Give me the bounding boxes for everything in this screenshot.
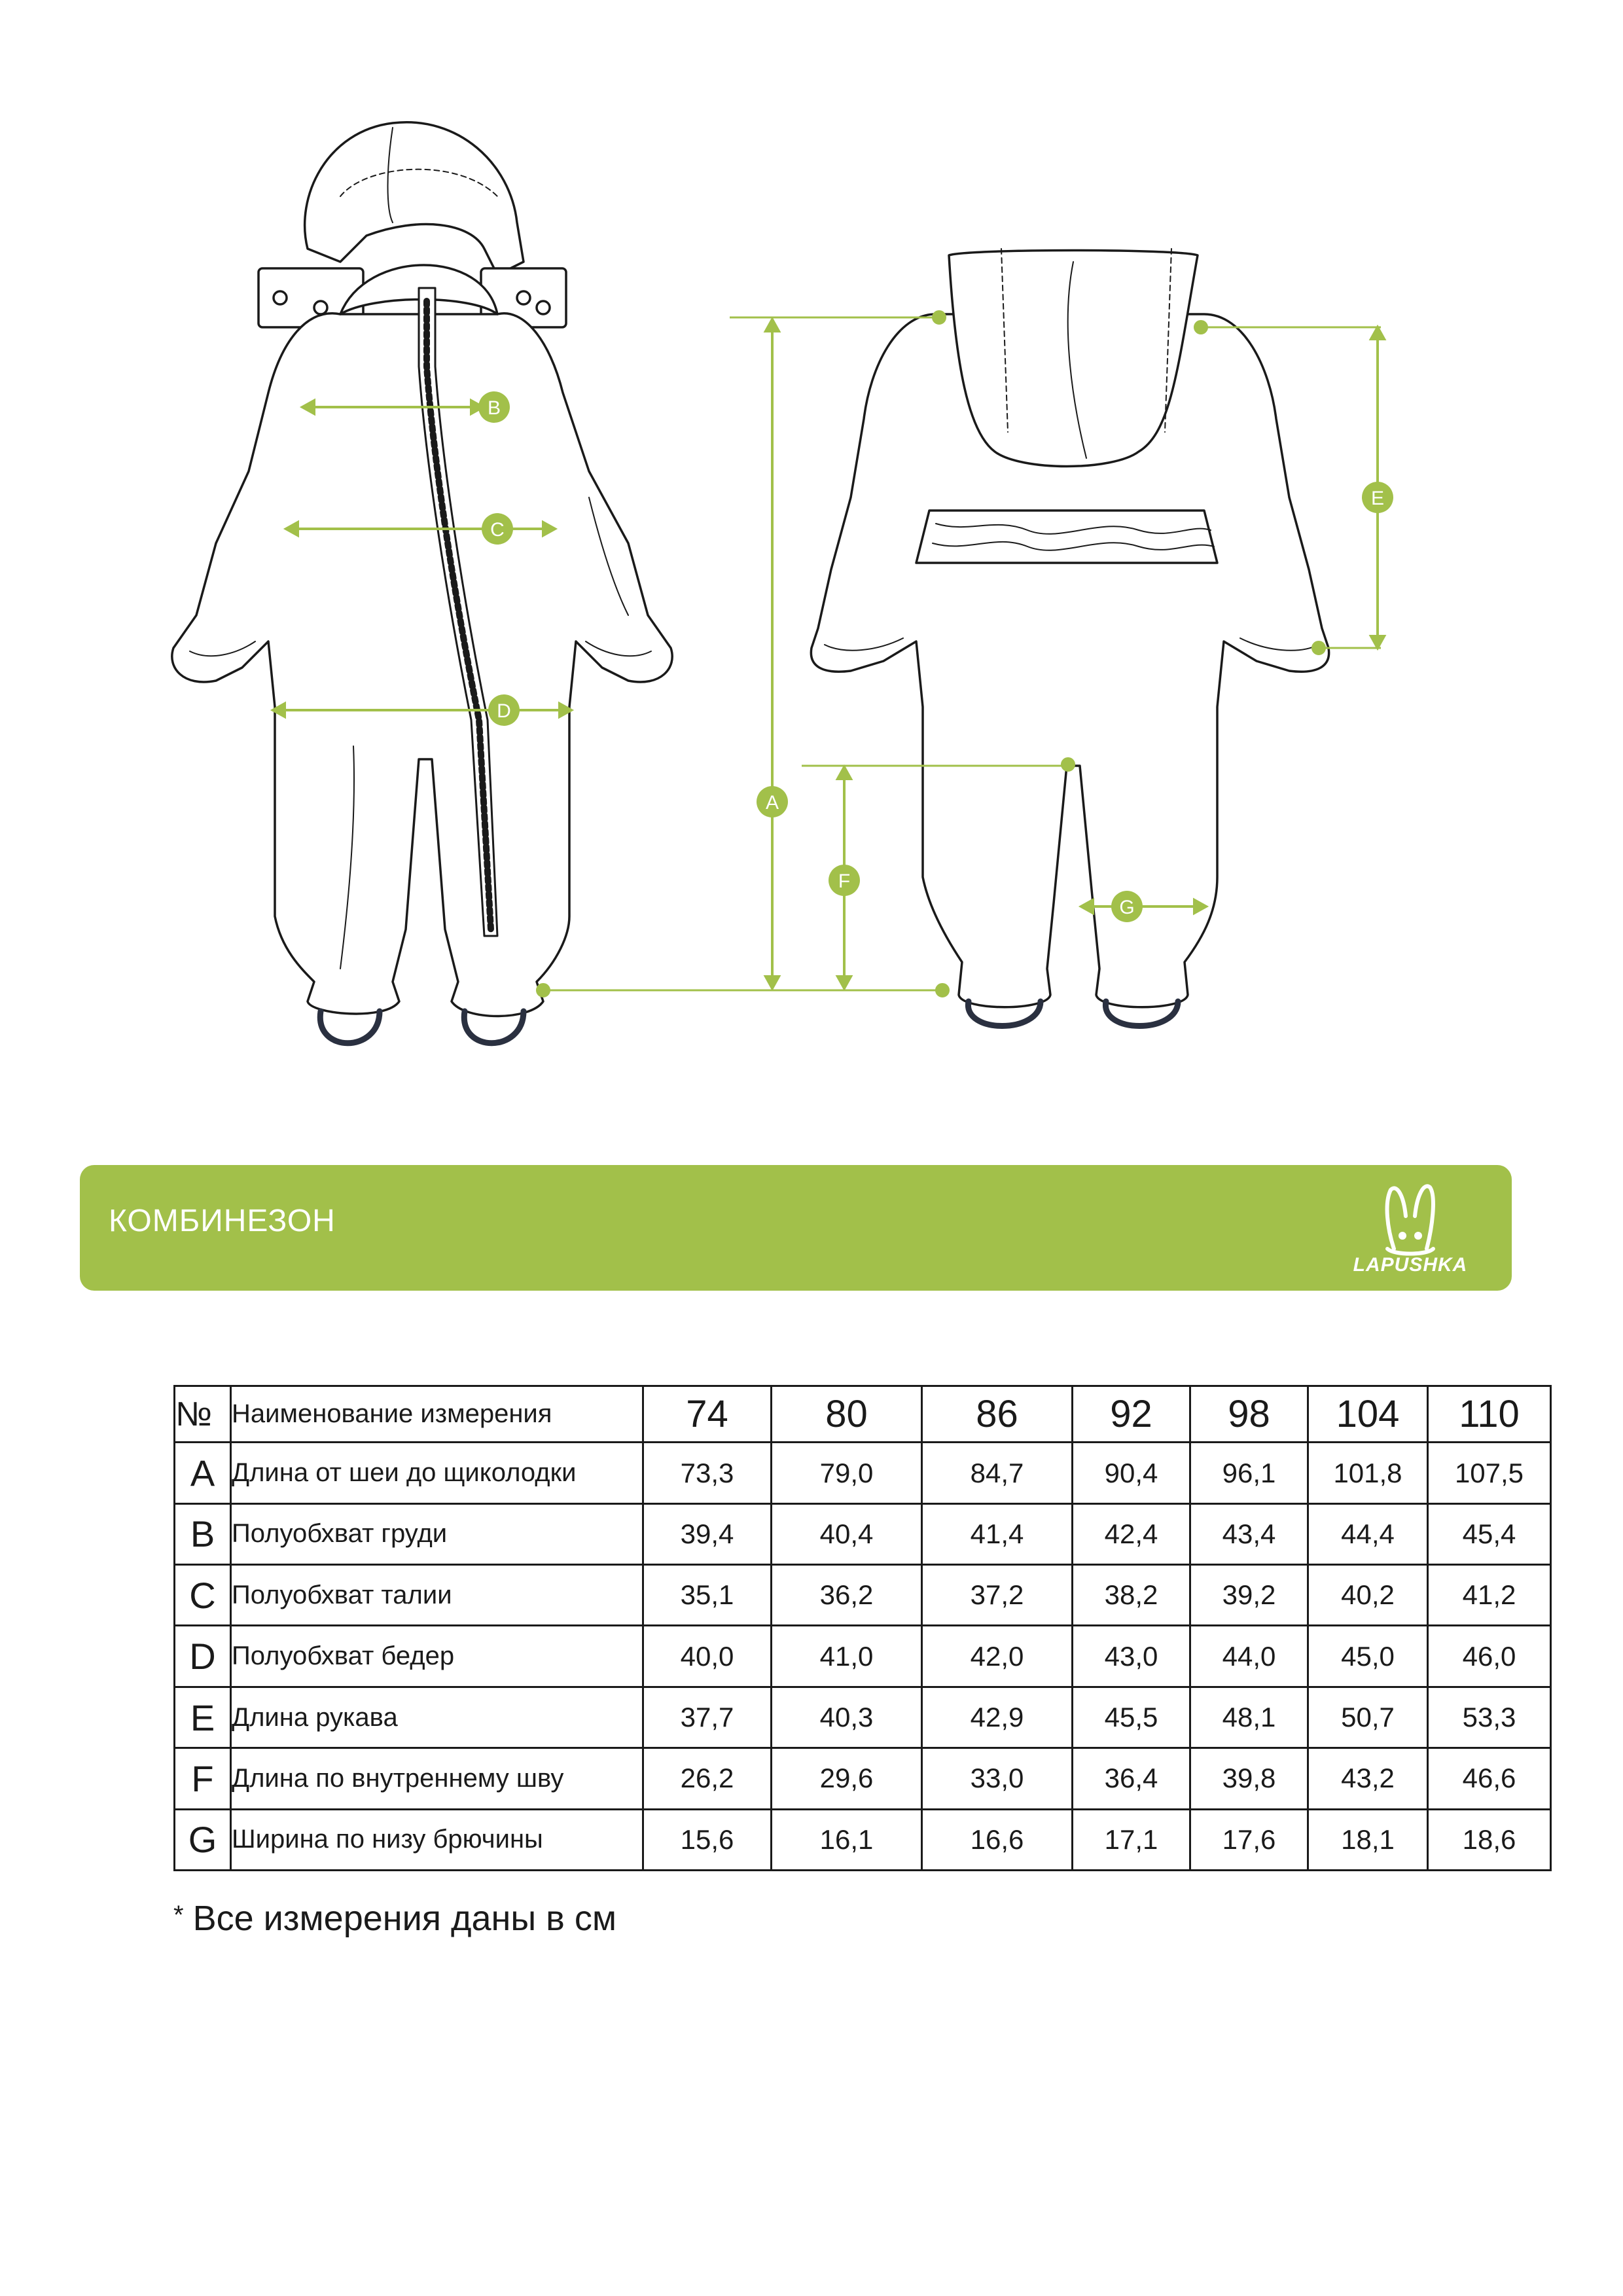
row-value: 37,7 — [643, 1687, 772, 1748]
row-label: Длина рукава — [231, 1687, 643, 1748]
row-label: Полуобхват груди — [231, 1503, 643, 1564]
row-value: 46,6 — [1428, 1748, 1551, 1809]
svg-text:A: A — [765, 792, 779, 814]
row-value: 41,0 — [772, 1626, 922, 1687]
svg-text:E: E — [1370, 488, 1385, 509]
row-value: 40,3 — [772, 1687, 922, 1748]
header-number: № — [175, 1386, 231, 1443]
row-value: 46,0 — [1428, 1626, 1551, 1687]
front-view — [172, 122, 672, 1043]
row-value: 16,6 — [922, 1809, 1073, 1870]
row-value: 43,2 — [1308, 1748, 1428, 1809]
row-value: 48,1 — [1190, 1687, 1308, 1748]
row-value: 35,1 — [643, 1565, 772, 1626]
header-size: 80 — [772, 1386, 922, 1443]
header-size: 86 — [922, 1386, 1073, 1443]
table-row — [175, 1809, 1551, 1870]
table-row — [175, 1748, 1551, 1809]
svg-text:G: G — [1119, 897, 1135, 918]
brand-logo-text: LAPUSHKA — [1353, 1254, 1468, 1276]
row-letter: B — [175, 1503, 231, 1564]
row-value: 41,2 — [1428, 1565, 1551, 1626]
row-value: 84,7 — [922, 1443, 1073, 1503]
row-value: 41,4 — [922, 1503, 1073, 1564]
table-row — [175, 1503, 1551, 1564]
rabbit-logo-icon — [1348, 1177, 1472, 1262]
row-value: 44,4 — [1308, 1503, 1428, 1564]
row-value: 38,2 — [1073, 1565, 1190, 1626]
back-waist — [916, 511, 1217, 563]
marker-g — [1111, 891, 1143, 922]
front-hood — [305, 122, 524, 275]
row-value: 36,4 — [1073, 1748, 1190, 1809]
row-label: Длина по внутреннему шву — [231, 1748, 643, 1809]
product-title: КОМБИНЕЗОН — [109, 1204, 336, 1238]
header-size: 104 — [1308, 1386, 1428, 1443]
note-text: Все измерения даны в см — [192, 1899, 616, 1938]
row-value: 42,9 — [922, 1687, 1073, 1748]
table-row — [175, 1443, 1551, 1503]
row-value: 18,6 — [1428, 1809, 1551, 1870]
brand-logo — [1348, 1177, 1472, 1282]
marker-b — [478, 391, 510, 423]
row-label: Длина от шеи до щиколодки — [231, 1443, 643, 1503]
row-value: 29,6 — [772, 1748, 922, 1809]
row-value: 90,4 — [1073, 1443, 1190, 1503]
row-value: 45,4 — [1428, 1503, 1551, 1564]
row-value: 101,8 — [1308, 1443, 1428, 1503]
product-banner — [80, 1165, 1512, 1291]
row-value: 43,4 — [1190, 1503, 1308, 1564]
front-body — [172, 314, 672, 1016]
header-size: 74 — [643, 1386, 772, 1443]
row-value: 42,0 — [922, 1626, 1073, 1687]
table-body — [175, 1443, 1551, 1871]
row-value: 45,5 — [1073, 1687, 1190, 1748]
row-label: Ширина по низу брючины — [231, 1809, 643, 1870]
marker-d — [488, 694, 520, 726]
row-value: 39,8 — [1190, 1748, 1308, 1809]
note-asterisk: * — [173, 1901, 184, 1929]
units-note — [173, 1898, 616, 1939]
row-letter: G — [175, 1809, 231, 1870]
row-value: 36,2 — [772, 1565, 922, 1626]
row-value: 43,0 — [1073, 1626, 1190, 1687]
size-table — [173, 1385, 1552, 1871]
row-value: 96,1 — [1190, 1443, 1308, 1503]
row-value: 37,2 — [922, 1565, 1073, 1626]
row-value: 33,0 — [922, 1748, 1073, 1809]
svg-text:C: C — [490, 519, 505, 541]
row-value: 16,1 — [772, 1809, 922, 1870]
row-value: 73,3 — [643, 1443, 772, 1503]
header-size: 98 — [1190, 1386, 1308, 1443]
row-value: 53,3 — [1428, 1687, 1551, 1748]
row-value: 40,0 — [643, 1626, 772, 1687]
svg-text:D: D — [497, 700, 511, 722]
row-value: 39,2 — [1190, 1565, 1308, 1626]
row-letter: E — [175, 1687, 231, 1748]
row-letter: F — [175, 1748, 231, 1809]
row-label: Полуобхват талии — [231, 1565, 643, 1626]
svg-text:B: B — [487, 397, 501, 419]
row-value: 107,5 — [1428, 1443, 1551, 1503]
table-row — [175, 1687, 1551, 1748]
header-size: 92 — [1073, 1386, 1190, 1443]
marker-e — [1362, 482, 1393, 513]
table-row — [175, 1565, 1551, 1626]
header-measurement-name: Наименование измерения — [231, 1386, 643, 1443]
row-value: 40,4 — [772, 1503, 922, 1564]
marker-f — [829, 865, 860, 896]
row-value: 39,4 — [643, 1503, 772, 1564]
row-value: 17,1 — [1073, 1809, 1190, 1870]
row-value: 15,6 — [643, 1809, 772, 1870]
row-letter: C — [175, 1565, 231, 1626]
row-label: Полуобхват бедер — [231, 1626, 643, 1687]
table-row — [175, 1626, 1551, 1687]
marker-a — [757, 786, 788, 817]
row-value: 45,0 — [1308, 1626, 1428, 1687]
header-size: 110 — [1428, 1386, 1551, 1443]
row-value: 44,0 — [1190, 1626, 1308, 1687]
row-value: 26,2 — [643, 1748, 772, 1809]
jumpsuit-illustration — [0, 0, 1623, 1113]
row-value: 50,7 — [1308, 1687, 1428, 1748]
svg-text:F: F — [838, 870, 851, 892]
row-letter: A — [175, 1443, 231, 1503]
table-header-row — [175, 1386, 1551, 1443]
row-value: 17,6 — [1190, 1809, 1308, 1870]
row-value: 18,1 — [1308, 1809, 1428, 1870]
row-letter: D — [175, 1626, 231, 1687]
row-value: 42,4 — [1073, 1503, 1190, 1564]
row-value: 79,0 — [772, 1443, 922, 1503]
back-view — [811, 249, 1329, 1026]
row-value: 40,2 — [1308, 1565, 1428, 1626]
marker-c — [482, 513, 513, 545]
